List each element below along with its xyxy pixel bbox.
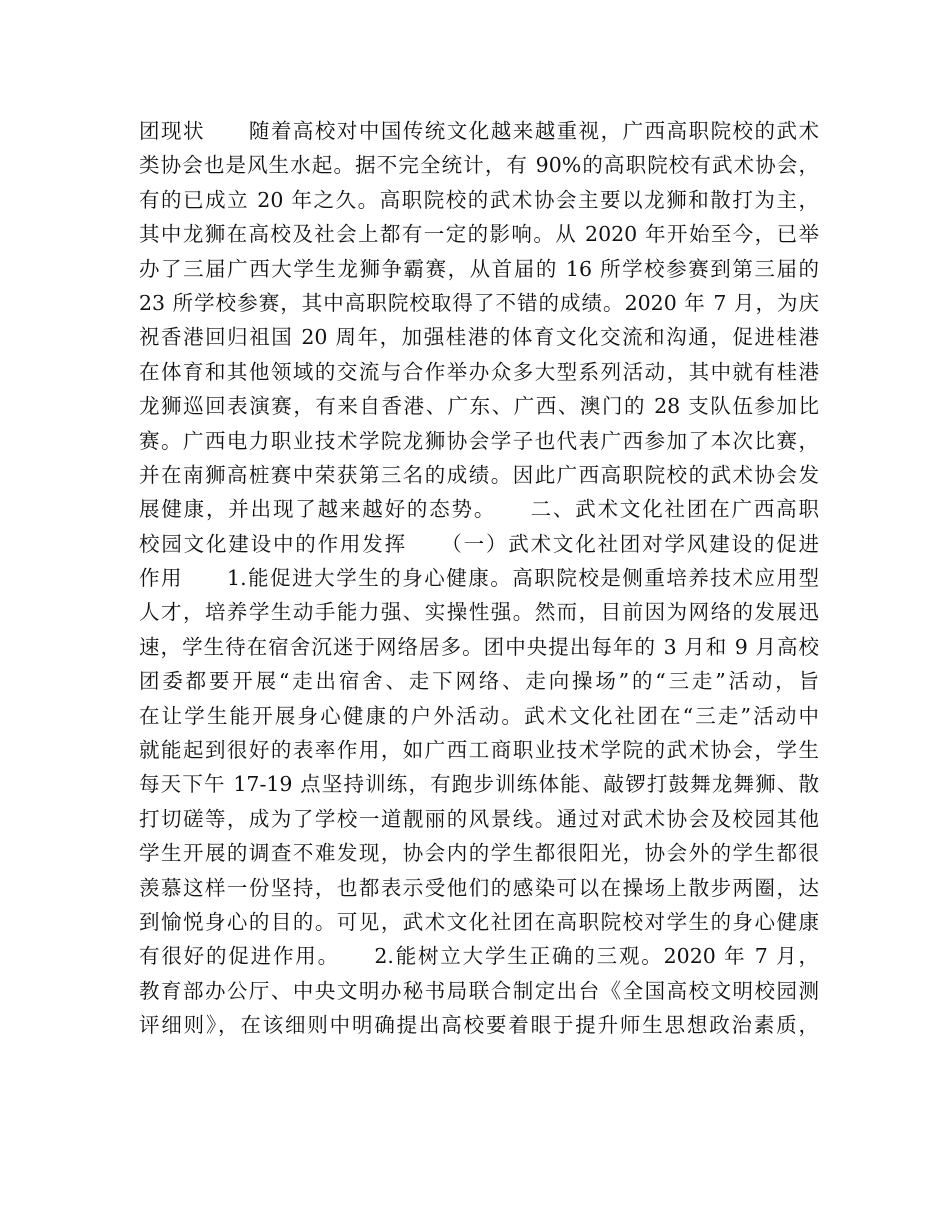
- text-line: 速，学生待在宿舍沉迷于网络居多。团中央提出每年的 3 月和 9 月高校: [139, 634, 819, 659]
- text-line: 教育部办公厅、中央文明办秘书局联合制定出台《全国高校文明校园测: [139, 978, 819, 1003]
- text-line: 打切磋等，成为了学校一道靓丽的风景线。通过对武术协会及校园其他: [139, 806, 819, 831]
- text-line: 作用 1.能促进大学生的身心健康。高职院校是侧重培养技术应用型: [139, 566, 819, 591]
- text-line: 学生开展的调查不难发现，协会内的学生都很阳光，协会外的学生都很: [139, 841, 819, 866]
- text-line: 龙狮巡回表演赛，有来自香港、广东、广西、澳门的 28 支队伍参加比: [139, 394, 819, 419]
- body-text: [139, 114, 819, 1043]
- text-line: 有很好的促进作用。 2.能树立大学生正确的三观。2020 年 7 月，: [139, 944, 819, 969]
- text-line: 其中龙狮在高校及社会上都有一定的影响。从 2020 年开始至今，已举: [139, 222, 819, 247]
- text-line: 评细则》，在该细则中明确提出高校要着眼于提升师生思想政治素质，: [139, 1013, 819, 1038]
- text-line: 在体育和其他领域的交流与合作举办众多大型系列活动，其中就有桂港: [139, 359, 819, 384]
- text-line: 人才，培养学生动手能力强、实操性强。然而，目前因为网络的发展迅: [139, 600, 819, 625]
- text-line: 团委都要开展“走出宿舍、走下网络、走向操场”的“三走”活动，旨: [139, 669, 819, 694]
- text-line: 羡慕这样一份坚持，也都表示受他们的感染可以在操场上散步两圈，达: [139, 875, 819, 900]
- text-line: 23 所学校参赛，其中高职院校取得了不错的成绩。2020 年 7 月，为庆: [139, 290, 819, 315]
- text-line: 在让学生能开展身心健康的户外活动。武术文化社团在“三走”活动中: [139, 703, 819, 728]
- text-line: 有的已成立 20 年之久。高职院校的武术协会主要以龙狮和散打为主，: [139, 187, 819, 212]
- text-line: 校园文化建设中的作用发挥 （一）武术文化社团对学风建设的促进: [139, 531, 819, 556]
- text-line: 赛。广西电力职业技术学院龙狮协会学子也代表广西参加了本次比赛，: [139, 428, 819, 453]
- text-line: 并在南狮高桩赛中荣获第三名的成绩。因此广西高职院校的武术协会发: [139, 462, 819, 487]
- text-line: 就能起到很好的表率作用，如广西工商职业技术学院的武术协会，学生: [139, 738, 819, 763]
- text-line: 类协会也是风生水起。据不完全统计，有 90%的高职院校有武术协会，: [139, 153, 819, 178]
- text-line: 展健康，并出现了越来越好的态势。 二、武术文化社团在广西高职: [139, 497, 819, 522]
- text-line: 每天下午 17-19 点坚持训练，有跑步训练体能、敲锣打鼓舞龙舞狮、散: [139, 772, 819, 797]
- text-line: 团现状 随着高校对中国传统文化越来越重视，广西高职院校的武术: [139, 119, 819, 143]
- text-line: 祝香港回归祖国 20 周年，加强桂港的体育文化交流和沟通，促进桂港: [139, 325, 819, 350]
- text-line: 办了三届广西大学生龙狮争霸赛，从首届的 16 所学校参赛到第三届的: [139, 256, 819, 281]
- text-line: 到愉悦身心的目的。可见，武术文化社团在高职院校对学生的身心健康: [139, 909, 819, 934]
